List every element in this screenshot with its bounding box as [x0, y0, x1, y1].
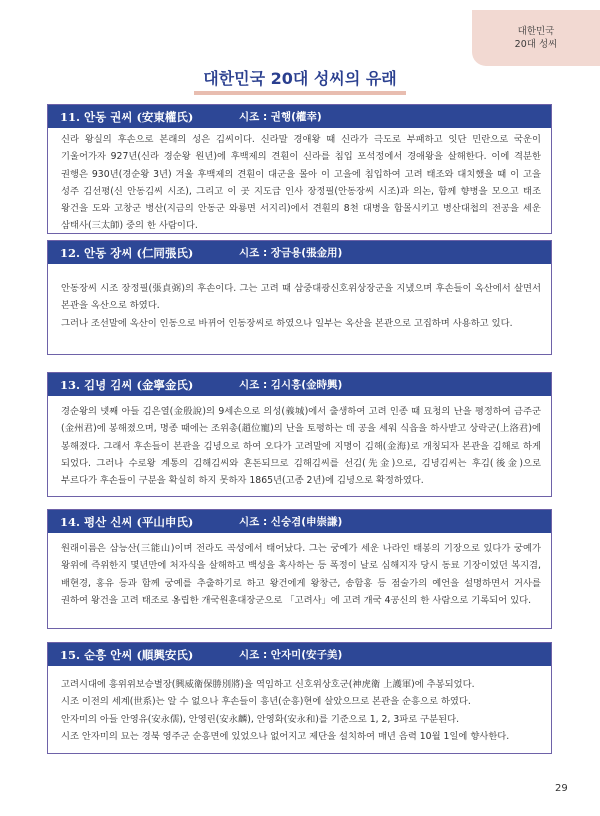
section-paragraph: 시조 안자미의 묘는 경북 영주군 순흥면에 있었으나 없어지고 제단을 설치하여 매년 음력 10월 1일에 향사한다.	[61, 730, 510, 742]
section-paragraph: 그러나 조선말에 옥산이 인동으로 바뀌어 인동장씨로 하였으나 일부는 옥산을 본관으로 고집하며 사용하고 있다.	[61, 317, 513, 329]
section-ancestor: 시조 : 권행(權幸)	[239, 111, 322, 123]
section-paragraph: 경순왕의 넷째 아들 김은열(金殷說)의 9세손으로 의성(義城)에서 출생하여 고려 인종 때 묘청의 난을 평정하여 금주군(金州君)에 봉해졌으며, 명종 때에는 조위총(趙位寵)의 난을 토평하는 데 공을 세워 식읍을 하사받고 상락군(上洛君)에 봉해졌다. 그래서 후손들이 본관을 김녕으로 하여 오다가 고려말에 지명이 김해(金海)로 개칭되자 본관을 김해로 하게 되었다. 그러나 수로왕 계통의 김해김씨와 혼돈되므로 김해김씨를 선김(先金)으로, 김녕김씨는 후김(後金)으로 부르다가 후손들이 구분을 확실히 하지 못하자 1865년(고종 2년)에 김녕으로 확정하였다.	[61, 406, 541, 487]
section-title: 11. 안동 권씨 (安東權氏)	[60, 109, 194, 124]
section-ancestor: 시조 : 김시흥(金時興)	[239, 379, 343, 391]
section-body	[61, 676, 541, 745]
section-header	[48, 105, 551, 128]
section-sunheung-ahn	[47, 642, 552, 754]
page-title: 대한민국 20대 성씨의 유래	[203, 69, 397, 88]
section-header	[48, 643, 551, 666]
page-number: 29	[555, 783, 568, 794]
title-underline	[194, 91, 406, 95]
section-indong-jang	[47, 240, 552, 355]
section-ancestor: 시조 : 장금용(張金用)	[239, 247, 343, 259]
section-body	[61, 280, 541, 332]
section-body	[61, 403, 541, 489]
section-paragraph: 안동장씨 시조 장정필(張貞弼)의 후손이다. 그는 고려 때 삼중대광신호위상장군을 지냈으며 후손들이 옥산에서 살면서 본관을 옥산으로 하였다.	[61, 283, 541, 312]
section-pyeongsan-shin	[47, 509, 552, 629]
section-body	[61, 540, 541, 609]
section-header	[48, 373, 551, 396]
header-tab	[472, 10, 600, 66]
section-andong-kwon	[47, 104, 552, 234]
section-title: 14. 평산 신씨 (平山申氏)	[60, 514, 194, 529]
section-paragraph: 시조 이전의 세계(世系)는 알 수 없으나 후손들이 흥년(순흥)현에 살았으므로 본관을 순흥으로 하였다.	[61, 696, 471, 708]
header-tab-line1: 대한민국	[517, 26, 555, 37]
section-paragraph: 안자미의 아들 안영유(安永儒), 안영린(安永麟), 안영화(安永和)를 기준으로 1, 2, 3파로 구분된다.	[61, 713, 460, 725]
section-paragraph: 고려시대에 흥위위보승별장(興威衛保勝別將)을 역임하고 신호위상호군(神虎衛 上護軍)에 추봉되었다.	[61, 679, 475, 690]
section-ancestor: 시조 : 신숭겸(申崇謙)	[239, 516, 343, 528]
section-paragraph: 원래이름은 삼능산(三能山)이며 전라도 곡성에서 태어났다. 그는 궁예가 세운 나라인 태봉의 기장으로 있다가 궁예가 왕위에 즉위한지 몇년만에 처자식을 살해하고 백성을 혹사하는 등 폭정이 날로 심해지자 당시 동료 기장이었던 복지겸, 배현경, 홍유 등과 함께 궁예를 추출하기로 하고 왕건에게 왕창근, 송함홍 등 점술가의 예언을 설명하면서 거사를 권하여 왕건을 고려 태조로 옹립한 개국원훈대장군으로 「고려사」에 고려 개국 4공신의 한 사람으로 기록되어 있다.	[61, 543, 541, 606]
section-title: 15. 순흥 안씨 (順興安氏)	[60, 647, 194, 662]
section-gimnyeong-kim	[47, 372, 552, 497]
section-header	[48, 241, 551, 264]
header-tab-line2: 20대 성씨	[514, 39, 558, 50]
section-title: 12. 안동 장씨 (仁同張氏)	[60, 245, 194, 260]
section-header	[48, 510, 551, 533]
section-paragraph: 신라 왕실의 후손으로 본래의 성은 김씨이다. 신라말 경애왕 때 신라가 극도로 부패하고 잇단 민란으로 국운이 기울어가자 927년(신라 경순왕 원년)에 후백제의 견훤이 신라를 침입 포석정에서 경애왕을 살해한다. 이에 격분한 권행은 930년(경순왕 3년) 겨울 후백제의 견훤이 대군을 몰아 이 고을에 침입하여 고려 태조와 대치했을 때 이 고을 성주 김선평(신 안동김씨 시조), 그리고 이 곳 지도급 인사 장정필(안동장씨 시조)과 의논, 함께 향병을 모으고 태조 왕건을 도와 고창군 병산(지금의 안동군 와룡면 서지리)에서 견훤의 8천 대병을 함몰시키고 병산대첩의 전공을 세운 삼태사(三太師) 중의 한 사람이다.	[61, 134, 541, 232]
section-title: 13. 김녕 김씨 (金寧金氏)	[60, 377, 194, 392]
section-ancestor: 시조 : 안자미(安子美)	[239, 649, 343, 661]
section-body	[61, 131, 541, 235]
